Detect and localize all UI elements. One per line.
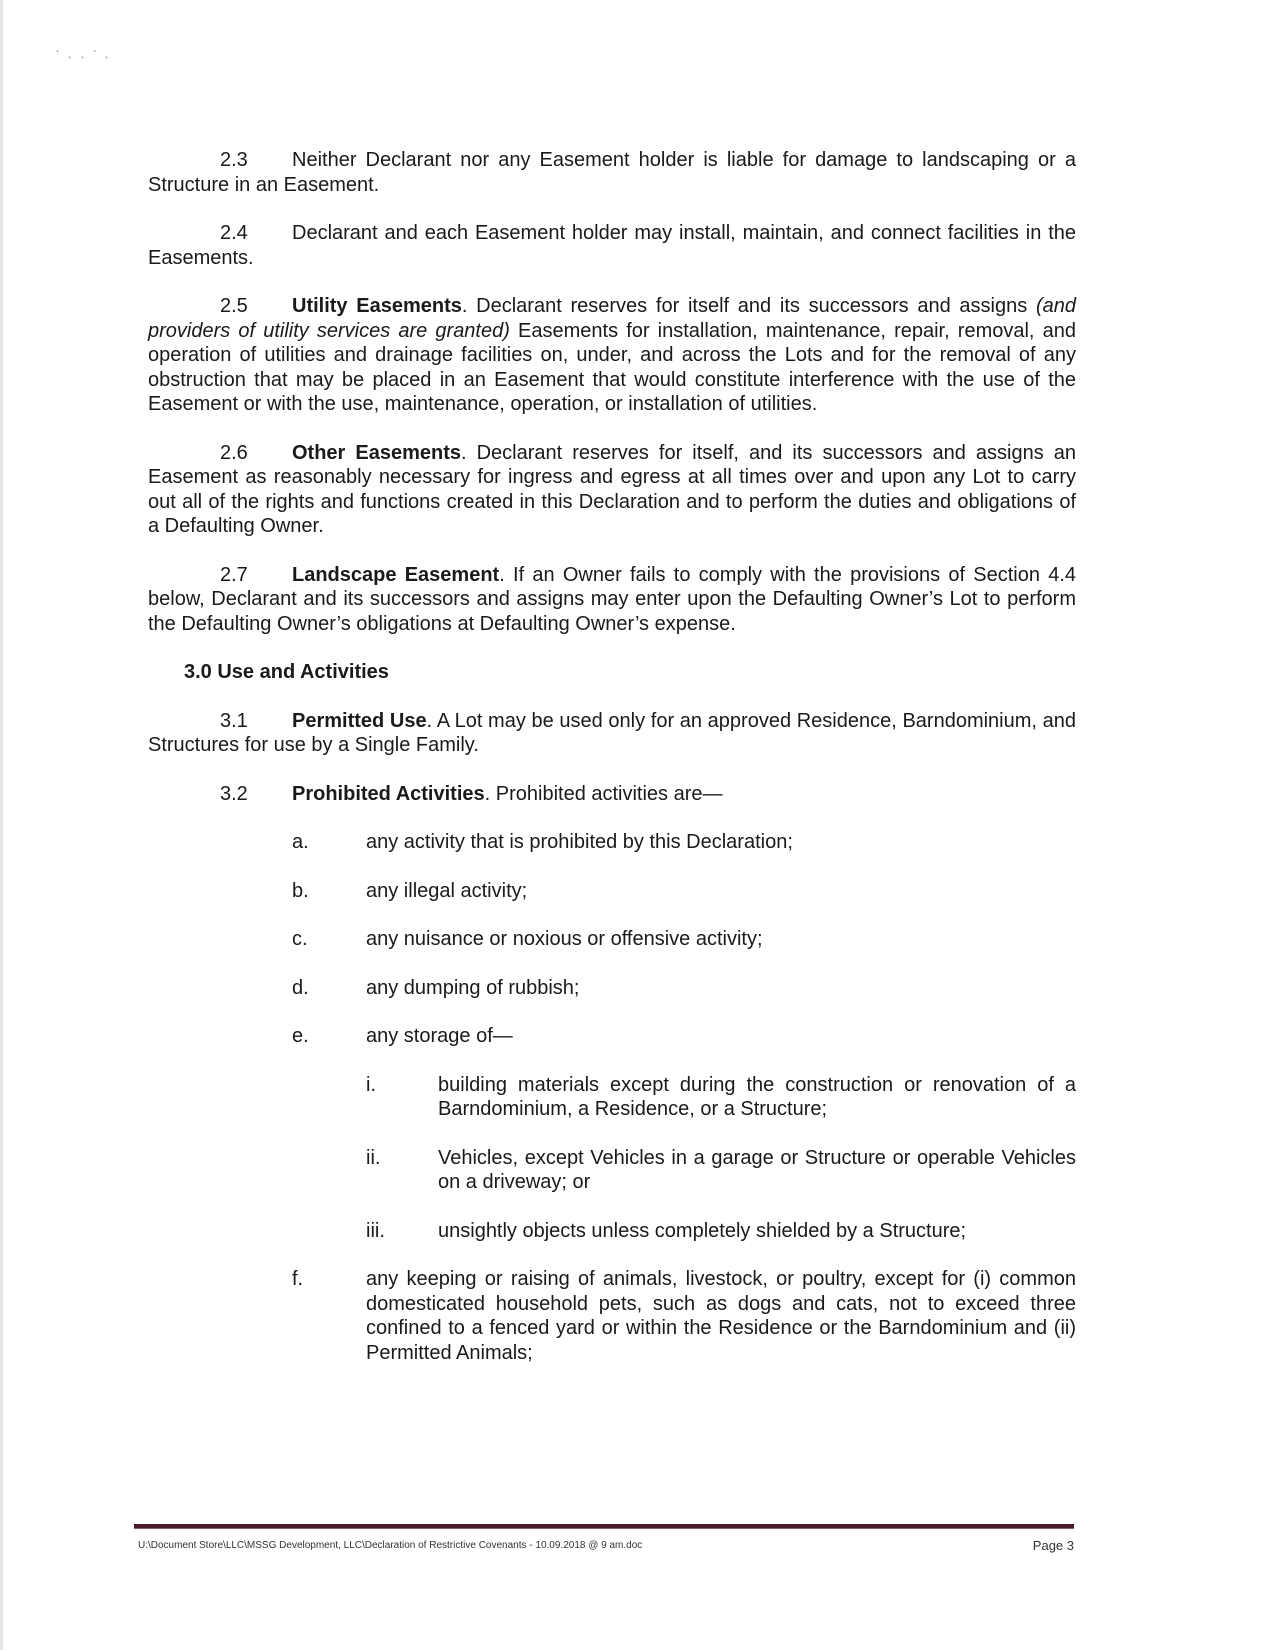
section-text: . Declarant reserves for itself and its successors and assigns xyxy=(461,295,1036,317)
article-3-heading: 3.0 Use and Activities xyxy=(184,661,389,683)
list-marker: c. xyxy=(292,928,308,950)
footer-divider xyxy=(134,1524,1074,1529)
sublist-item xyxy=(366,1146,1076,1195)
document-body xyxy=(148,148,1076,1389)
list-item xyxy=(292,927,1076,952)
sublist-marker: ii. xyxy=(366,1146,381,1169)
section-number: 2.5 xyxy=(220,295,248,317)
list-item xyxy=(292,879,1076,904)
footer-page-number: Page 3 xyxy=(1032,1538,1074,1553)
storage-sublist xyxy=(366,1073,1076,1244)
section-text: . Prohibited activities are— xyxy=(484,782,723,805)
prohibited-list-continued xyxy=(292,1267,1076,1365)
list-item xyxy=(292,1024,1076,1049)
prohibited-list xyxy=(292,830,1076,1049)
section-2-7 xyxy=(148,563,1076,637)
section-number: 3.2 xyxy=(220,782,248,805)
section-number: 3.1 xyxy=(220,709,248,732)
section-number: 2.3 xyxy=(220,149,248,171)
list-item xyxy=(292,830,1076,855)
section-3-2 xyxy=(220,782,1076,807)
list-text: any dumping of rubbish; xyxy=(366,976,580,999)
list-text: any illegal activity; xyxy=(366,879,528,902)
list-marker: f. xyxy=(292,1268,304,1290)
section-text: . A Lot may be used only for an approved Residence, Barndominium, and Structures for use by a Single Family. xyxy=(148,709,1076,756)
section-text: . If an Owner fails to comply with the provisions of Section 4.4 below, Declarant and its successors and assigns may enter upon the Defaulting Owner’s Lot to perform the Defaulting Owner’s obligations at Defaulting Owner’s expense. xyxy=(148,563,1077,635)
section-heading: Other Easements xyxy=(292,441,461,464)
section-2-5 xyxy=(148,294,1076,417)
section-heading: Utility Easements xyxy=(292,295,462,317)
list-item xyxy=(292,1267,1076,1365)
section-text: Neither Declarant nor any Easement holder is liable for damage to landscaping or a Structure in an Easement. xyxy=(148,149,1076,196)
sublist-text: unsightly objects unless completely shielded by a Structure; xyxy=(438,1219,967,1242)
list-text: any nuisance or noxious or offensive activity; xyxy=(366,928,763,950)
sublist-item xyxy=(366,1219,1076,1244)
footer-file-path: U:\Document Store\LLC\MSSG Development, LLC\Declaration of Restrictive Covenants - 10.09.2018 @ 9 am.doc xyxy=(138,1540,643,1551)
sublist-text: Vehicles, except Vehicles in a garage or Structure or operable Vehicles on a driveway; or xyxy=(438,1146,1076,1193)
list-marker: d. xyxy=(292,976,309,999)
list-text: any keeping or raising of animals, livestock, or poultry, except for (i) common domesticated household pets, such as dogs and cats, not to exceed three confined to a fenced yard or within the Residence or the Barndominium and (ii) Permitted Animals; xyxy=(366,1268,1076,1364)
section-2-3 xyxy=(148,148,1076,197)
section-text: . Declarant reserves for itself, and its successors and assigns an Easement as reasonably necessary for ingress and egress at all times over and upon any Lot to carry out all of the rights and functions created in this Declaration and to perform the duties and obligations of a Defaulting Owner. xyxy=(148,441,1076,537)
section-3-1 xyxy=(148,709,1076,758)
sublist-marker: i. xyxy=(366,1073,376,1096)
list-text: any storage of— xyxy=(366,1025,513,1047)
list-marker: a. xyxy=(292,831,309,853)
section-heading: Permitted Use xyxy=(292,709,427,732)
section-2-4 xyxy=(148,221,1076,270)
section-number: 2.4 xyxy=(220,222,248,244)
section-number: 2.6 xyxy=(220,441,248,464)
sublist-marker: iii. xyxy=(366,1219,385,1242)
section-italic-text: (and providers of utility services are granted) xyxy=(148,295,1076,342)
sublist-item xyxy=(366,1073,1076,1122)
sublist-text: building materials except during the construction or renovation of a Barndominium, a Residence, or a Structure; xyxy=(438,1073,1076,1120)
section-heading: Landscape Easement xyxy=(292,563,500,586)
section-text: Easements for installation, maintenance, repair, removal, and operation of utilities and drainage facilities on, under, and across the Lots and for the removal of any obstruction that may be placed in an Easement that would constitute interference with the use of the Easement or with the use, maintenance, operation, or installation of utilities. xyxy=(148,319,1076,415)
scan-specks: ˑ ˎ ˎ ˑ ˎ xyxy=(56,46,112,59)
section-heading: Prohibited Activities xyxy=(292,782,485,805)
scan-edge xyxy=(0,0,3,1650)
list-item xyxy=(292,976,1076,1001)
section-text: Declarant and each Easement holder may install, maintain, and connect facilities in the Easements. xyxy=(148,222,1076,269)
list-marker: e. xyxy=(292,1025,309,1047)
list-text: any activity that is prohibited by this Declaration; xyxy=(366,831,793,853)
section-2-6 xyxy=(148,441,1076,539)
list-marker: b. xyxy=(292,879,309,902)
section-number: 2.7 xyxy=(220,563,248,586)
